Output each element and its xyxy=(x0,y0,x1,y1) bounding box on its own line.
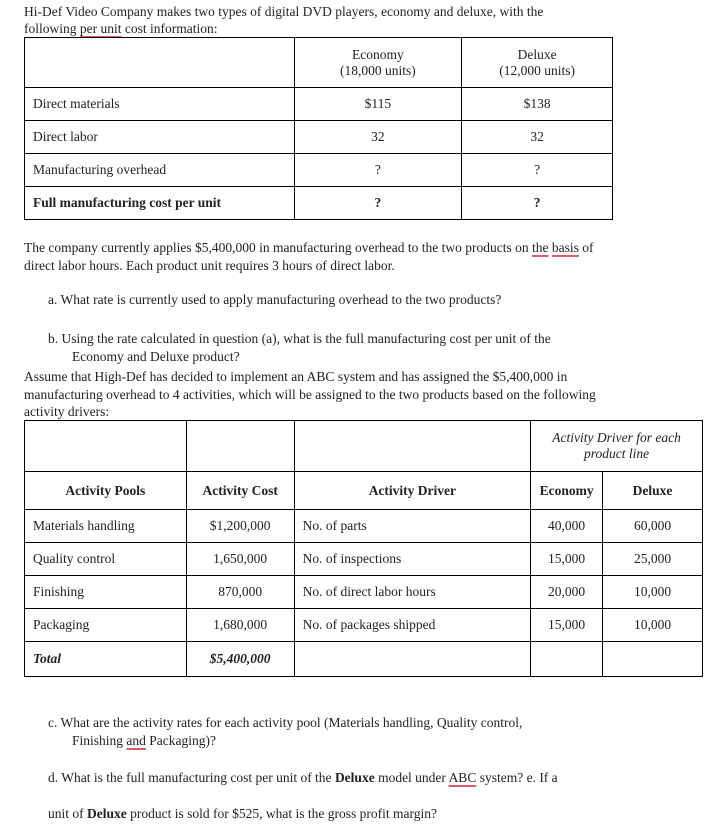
abc-table xyxy=(24,420,703,677)
economy-header: Economy (18,000 units) xyxy=(294,38,462,88)
spellcheck-underline: ABC xyxy=(448,770,477,785)
deluxe-header: Deluxe (12,000 units) xyxy=(462,38,613,88)
intro-line-2: following per unit cost information: xyxy=(24,21,218,36)
spellcheck-underline: basis xyxy=(551,240,579,255)
abc-table-top-header xyxy=(25,421,703,472)
paragraph-line-1: The company currently applies $5,400,000 in manufacturing overhead to the two products on the basis of xyxy=(24,240,594,255)
question-e: unit of Deluxe product is sold for $525, what is the gross profit margin? xyxy=(48,806,437,821)
spellcheck-underline: the xyxy=(532,240,549,255)
table-row-total: Total $5,400,000 xyxy=(25,642,703,677)
table-row: Manufacturing overhead ? ? xyxy=(25,154,613,187)
table-row: Full manufacturing cost per unit ? ? xyxy=(25,187,613,220)
table-row: Quality control 1,650,000 No. of inspections 15,000 25,000 xyxy=(25,543,703,576)
table-row: Direct materials $115 $138 xyxy=(25,88,613,121)
table-row: Materials handling $1,200,000 No. of parts 40,000 60,000 xyxy=(25,510,703,543)
question-c-line-1: c. What are the activity rates for each activity pool (Materials handling, Quality control, xyxy=(48,715,523,730)
question-b-line-2: Economy and Deluxe product? xyxy=(72,349,240,364)
table-row: Direct labor 32 32 xyxy=(25,121,613,154)
spellcheck-underline: per unit xyxy=(79,21,122,36)
table-row: Finishing 870,000 No. of direct labor hours 20,000 10,000 xyxy=(25,576,703,609)
question-c-line-2: Finishing and Packaging)? xyxy=(72,733,216,748)
question-a: a. What rate is currently used to apply manufacturing overhead to the two products? xyxy=(48,292,502,307)
abc-table-header: Activity Pools Activity Cost Activity Driver Economy Deluxe xyxy=(25,472,703,510)
cost-table-header xyxy=(25,38,613,88)
cost-table xyxy=(24,37,613,220)
paragraph-line-2: direct labor hours. Each product unit requires 3 hours of direct labor. xyxy=(24,258,395,273)
question-b-line-1: b. Using the rate calculated in question (a), what is the full manufacturing cost per unit of the xyxy=(48,331,551,346)
question-d: d. What is the full manufacturing cost per unit of the Deluxe model under ABC system? e. If a xyxy=(48,770,558,785)
spellcheck-underline: and xyxy=(126,733,146,748)
intro-line-1: Hi-Def Video Company makes two types of digital DVD players, economy and deluxe, with the xyxy=(24,4,544,19)
abc-intro-line-2: manufacturing overhead to 4 activities, which will be assigned to the two products based on the following xyxy=(24,387,596,402)
abc-intro-line-1: Assume that High-Def has decided to implement an ABC system and has assigned the $5,400,000 in xyxy=(24,369,568,384)
abc-intro-line-3: activity drivers: xyxy=(24,404,110,419)
driver-header: Activity Driver for each product line xyxy=(531,421,703,472)
table-row: Packaging 1,680,000 No. of packages shipped 15,000 10,000 xyxy=(25,609,703,642)
